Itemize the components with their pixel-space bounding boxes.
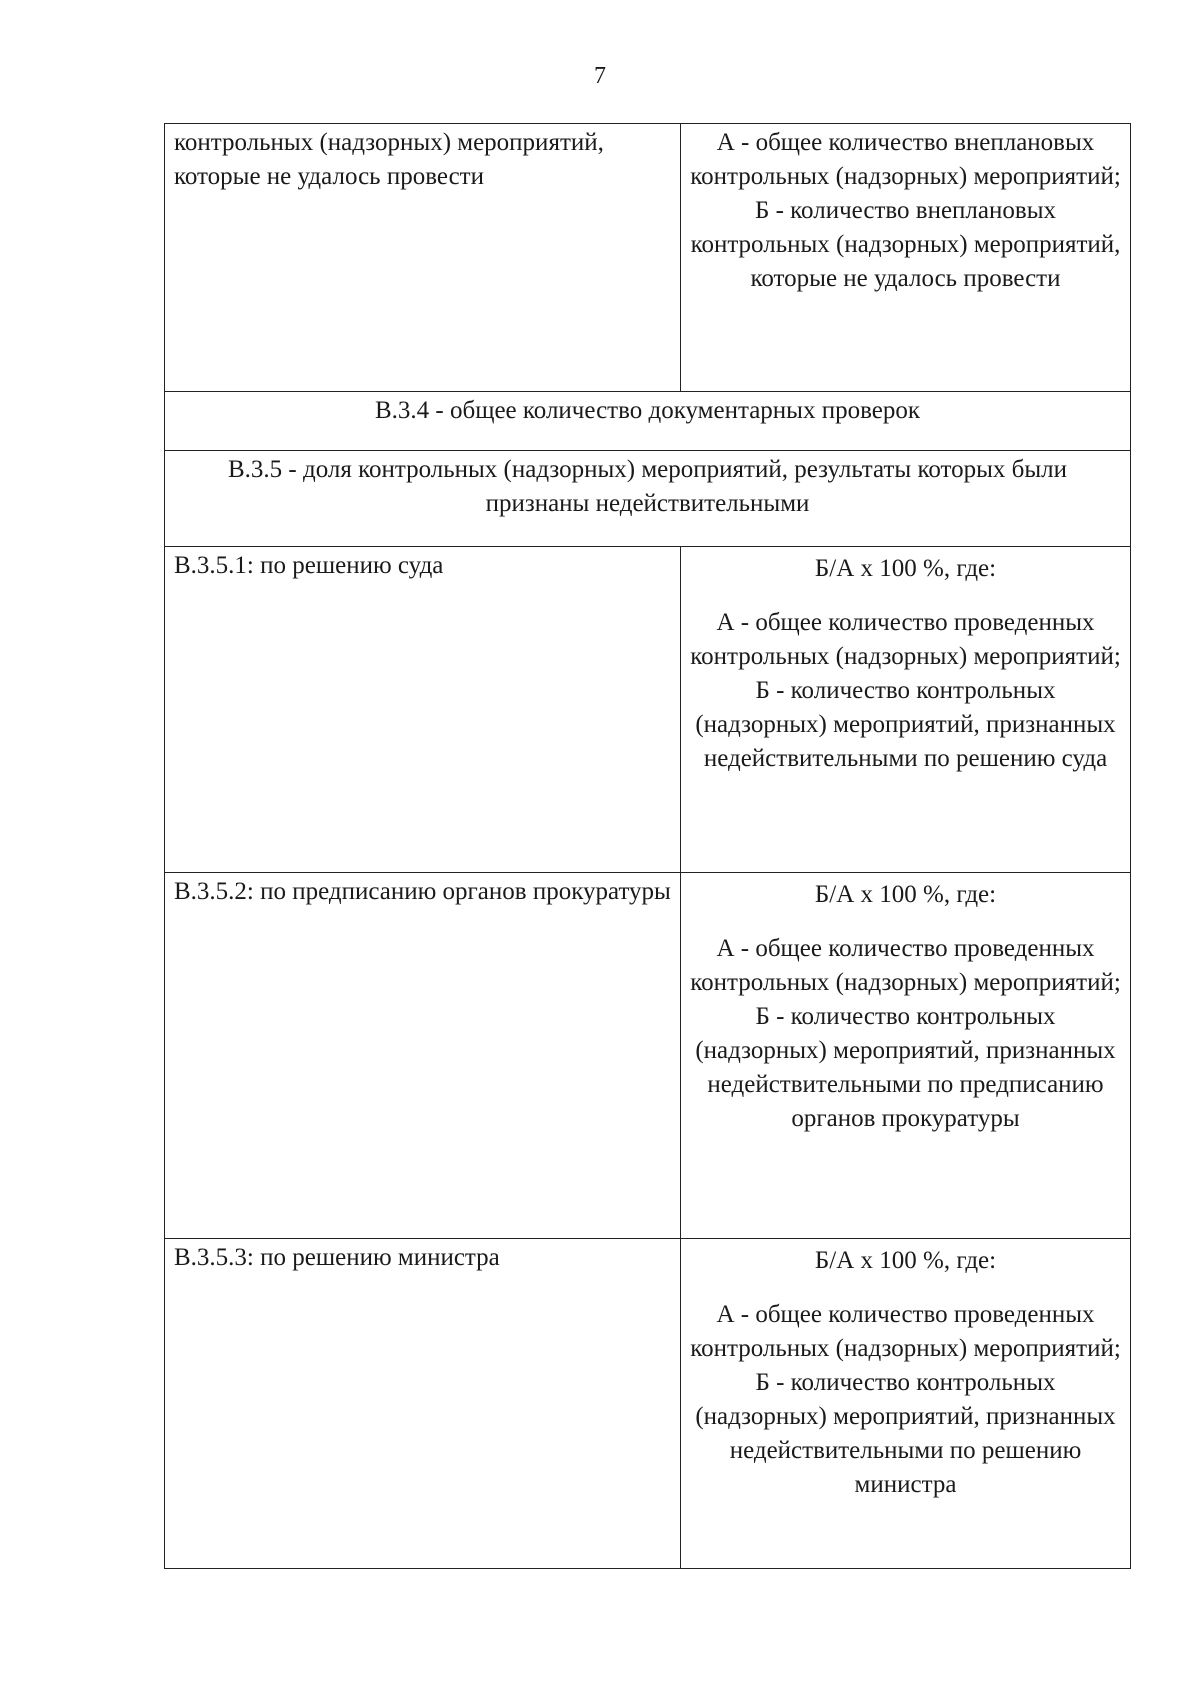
formula-text: Б/А х 100 %, где: [814,555,997,582]
indicator-name-cell: контрольных (надзорных) мероприятий, которые не удалось провести [165,124,681,392]
definition-b: Б - количество контрольных (надзорных) мероприятий, признанных недействительными по решению министра [695,1369,1116,1498]
table-row [165,873,1131,1239]
indicator-heading-b35: В.3.5 - доля контрольных (надзорных) мероприятий, результаты которых были признаны недействительными [165,451,1131,547]
indicator-formula-cell [681,1239,1131,1569]
indicator-heading-b34: В.3.4 - общее количество документарных проверок [165,392,1131,451]
indicator-name-cell: В.3.5.1: по решению суда [165,547,681,873]
indicator-formula-cell [681,547,1131,873]
indicator-formula-cell [681,124,1131,392]
definition-a: А - общее количество проведенных контрольных (надзорных) мероприятий; [690,1301,1121,1362]
table-row [165,124,1131,392]
indicator-formula-cell [681,873,1131,1239]
definition-b: Б - количество внеплановых контрольных (надзорных) мероприятий, которые не удалось провести [690,197,1121,292]
definition-b: Б - количество контрольных (надзорных) мероприятий, признанных недействительными по решению суда [695,677,1116,772]
table-row [165,547,1131,873]
page-number: 7 [594,63,606,89]
table-row [165,451,1131,547]
definition-a: А - общее количество проведенных контрольных (надзорных) мероприятий; [690,935,1121,996]
definition-a: А - общее количество внеплановых контрольных (надзорных) мероприятий; [690,129,1121,190]
indicator-name-cell: В.3.5.2: по предписанию органов прокуратуры [165,873,681,1239]
table-row [165,1239,1131,1569]
indicator-name-cell: В.3.5.3: по решению министра [165,1239,681,1569]
indicators-table [164,123,1131,1569]
table-row [165,392,1131,451]
formula-text: Б/А х 100 %, где: [814,881,997,908]
definition-a: А - общее количество проведенных контрольных (надзорных) мероприятий; [690,609,1121,670]
formula-text: Б/А х 100 %, где: [814,1247,997,1274]
definition-b: Б - количество контрольных (надзорных) мероприятий, признанных недействительными по предписанию органов прокуратуры [695,1003,1116,1132]
